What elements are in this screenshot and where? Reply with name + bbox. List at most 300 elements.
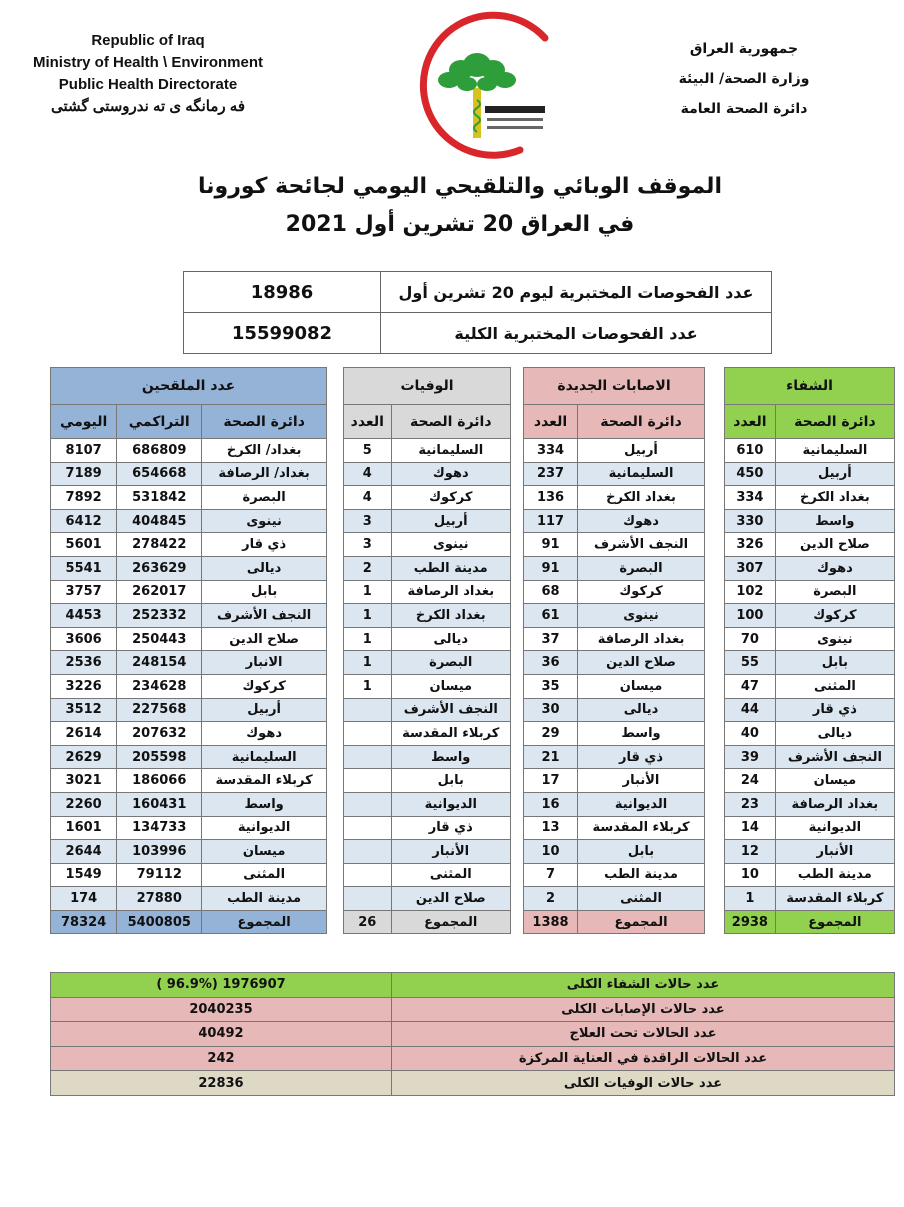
vaccinated-dept-cell: دهوك [202,722,327,746]
recovery-count-cell: 24 [725,769,776,793]
vaccinated-daily-cell: 2614 [51,722,117,746]
vaccinated-dept-cell: السليمانية [202,745,327,769]
cases-row [524,698,705,722]
vaccinated-title: عدد الملقحين [51,368,327,405]
lab-tests-table [183,271,772,354]
cases-row [524,722,705,746]
recovery-row [725,745,895,769]
recovery-count-cell: 47 [725,674,776,698]
deaths-count-cell [344,769,392,793]
deaths-dept-cell: كركوك [391,486,510,510]
deaths-col-dept: دائرة الصحة [391,405,510,439]
vaccinated-daily-cell: 2644 [51,840,117,864]
vaccinated-col-dept: دائرة الصحة [202,405,327,439]
vaccinated-cumulative-cell: 79112 [117,863,202,887]
vaccinated-row [51,674,327,698]
cases-count-cell: 91 [524,556,578,580]
vaccinated-total-daily: 78324 [51,910,117,934]
vaccinated-daily-cell: 3757 [51,580,117,604]
cases-count-cell: 29 [524,722,578,746]
recovery-dept-cell: النجف الأشرف [775,745,894,769]
deaths-dept-cell: أربيل [391,509,510,533]
header-english [8,30,288,118]
deaths-count-cell: 3 [344,509,392,533]
deaths-row [344,462,511,486]
header-en-directorate: Public Health Directorate [58,76,238,93]
deaths-row [344,627,511,651]
cases-title: الاصابات الجديدة [524,368,705,405]
vaccinated-row [51,651,327,675]
vaccinated-dept-cell: الديوانية [202,816,327,840]
report-title [150,168,770,244]
cases-total-label: المجموع [578,910,705,934]
deaths-row [344,840,511,864]
deaths-row [344,698,511,722]
vaccinated-cumulative-cell: 103996 [117,840,202,864]
vaccinated-cumulative-cell: 531842 [117,486,202,510]
cases-dept-cell: ذي قار [578,745,705,769]
header-ar-republic: جمهورية العراق [689,41,799,57]
cases-row [524,462,705,486]
vaccinated-daily-cell: 8107 [51,439,117,463]
summary-row [51,1071,895,1096]
vaccinated-daily-cell: 2536 [51,651,117,675]
deaths-row [344,722,511,746]
recovery-row [725,439,895,463]
recovery-row [725,863,895,887]
deaths-row [344,792,511,816]
summary-value [51,1046,392,1071]
vaccinated-table [50,367,327,934]
cases-count-cell: 16 [524,792,578,816]
vaccinated-cumulative-cell: 250443 [117,627,202,651]
vaccinated-cumulative-cell: 27880 [117,887,202,911]
recovery-dept-cell: دهوك [775,556,894,580]
vaccinated-daily-cell: 7892 [51,486,117,510]
cases-col-count: العدد [524,405,578,439]
ministry-logo [395,10,565,160]
vaccinated-row [51,627,327,651]
recovery-row [725,509,895,533]
cases-count-cell: 136 [524,486,578,510]
vaccinated-dept-cell: بغداد/ الرصافة [202,462,327,486]
vaccinated-cumulative-cell: 160431 [117,792,202,816]
vaccinated-dept-cell: النجف الأشرف [202,604,327,628]
recovery-row [725,840,895,864]
cases-count-cell: 35 [524,674,578,698]
summary-label: عدد الحالات تحت العلاج [392,1022,895,1047]
recovery-row [725,627,895,651]
deaths-row [344,745,511,769]
vaccinated-col-cumulative: التراكمي [117,405,202,439]
deaths-count-cell [344,792,392,816]
cases-row [524,840,705,864]
cases-count-cell: 68 [524,580,578,604]
vaccinated-row [51,698,327,722]
summary-table [50,972,895,1096]
recovery-row [725,556,895,580]
vaccinated-dept-cell: المثنى [202,863,327,887]
vaccinated-cumulative-cell: 263629 [117,556,202,580]
recovery-row [725,533,895,557]
recovery-dept-cell: المثنى [775,674,894,698]
vaccinated-daily-cell: 6412 [51,509,117,533]
cases-row [524,533,705,557]
recovery-count-cell: 10 [725,863,776,887]
vaccinated-daily-cell: 2629 [51,745,117,769]
vaccinated-dept-cell: ديالى [202,556,327,580]
cases-row [524,509,705,533]
deaths-count-cell [344,863,392,887]
vaccinated-row [51,863,327,887]
recovery-count-cell: 12 [725,840,776,864]
summary-label: عدد حالات الشفاء الكلى [392,973,895,998]
cases-row [524,651,705,675]
deaths-count-cell [344,722,392,746]
recovery-row [725,462,895,486]
vaccinated-dept-cell: ذي قار [202,533,327,557]
deaths-title: الوفيات [344,368,511,405]
summary-row [51,997,895,1022]
cases-dept-cell: مدينة الطب [578,863,705,887]
deaths-total-value: 26 [344,910,392,934]
vaccinated-daily-cell: 3021 [51,769,117,793]
recovery-dept-cell: أربيل [775,462,894,486]
deaths-dept-cell: بغداد الرصافة [391,580,510,604]
recovery-dept-cell: كركوك [775,604,894,628]
deaths-count-cell: 3 [344,533,392,557]
deaths-row [344,533,511,557]
cases-dept-cell: السليمانية [578,462,705,486]
summary-row [51,973,895,998]
tests-daily-row [184,272,772,313]
recovery-row [725,887,895,911]
deaths-dept-cell: السليمانية [391,439,510,463]
vaccinated-daily-cell: 5541 [51,556,117,580]
vaccinated-row [51,533,327,557]
recovery-count-cell: 55 [725,651,776,675]
recovery-col-dept: دائرة الصحة [775,405,894,439]
cases-count-cell: 237 [524,462,578,486]
deaths-row [344,769,511,793]
tests-daily-label: عدد الفحوصات المختبرية ليوم 20 تشرين أول [381,272,772,313]
recovery-row [725,698,895,722]
deaths-row [344,580,511,604]
vaccinated-dept-cell: كربلاء المقدسة [202,769,327,793]
recovery-count-cell: 44 [725,698,776,722]
deaths-row [344,486,511,510]
deaths-row [344,439,511,463]
cases-dept-cell: المثنى [578,887,705,911]
deaths-dept-cell: دهوك [391,462,510,486]
cases-dept-cell: البصرة [578,556,705,580]
recovery-dept-cell: بغداد الرصافة [775,792,894,816]
cases-count-cell: 17 [524,769,578,793]
tests-total-row [184,313,772,354]
vaccinated-row [51,840,327,864]
vaccinated-daily-cell: 3226 [51,674,117,698]
header-ar-ministry: وزارة الصحة/ البيئة [678,71,810,87]
recovery-count-cell: 326 [725,533,776,557]
deaths-dept-cell: الأنبار [391,840,510,864]
cases-row [524,863,705,887]
report-title-line1: الموقف الوبائي والتلقيحي اليومي لجائحة كورونا [198,174,722,199]
cases-row [524,792,705,816]
summary-value [51,1071,392,1096]
vaccinated-row [51,439,327,463]
recovery-total-label: المجموع [775,910,894,934]
cases-dept-cell: بابل [578,840,705,864]
deaths-row [344,816,511,840]
deaths-row [344,509,511,533]
cases-count-cell: 21 [524,745,578,769]
vaccinated-dept-cell: كركوك [202,674,327,698]
vaccinated-row [51,769,327,793]
deaths-count-cell: 2 [344,556,392,580]
recovery-dept-cell: كربلاء المقدسة [775,887,894,911]
cases-count-cell: 37 [524,627,578,651]
cases-row [524,556,705,580]
deaths-count-cell: 1 [344,651,392,675]
vaccinated-row [51,722,327,746]
cases-total-value: 1388 [524,910,578,934]
vaccinated-row [51,745,327,769]
deaths-dept-cell: بغداد الكرخ [391,604,510,628]
cases-dept-cell: كربلاء المقدسة [578,816,705,840]
recovery-dept-cell: صلاح الدين [775,533,894,557]
cases-count-cell: 10 [524,840,578,864]
tests-total-value: 15599082 [184,313,381,354]
cases-dept-cell: صلاح الدين [578,651,705,675]
vaccinated-dept-cell: ميسان [202,840,327,864]
recovery-count-cell: 14 [725,816,776,840]
cases-row [524,769,705,793]
recovery-row [725,792,895,816]
vaccinated-cumulative-cell: 262017 [117,580,202,604]
cases-dept-cell: كركوك [578,580,705,604]
cases-dept-cell: الأنبار [578,769,705,793]
ministry-logo-icon [395,10,565,160]
cases-count-cell: 7 [524,863,578,887]
vaccinated-row [51,462,327,486]
recovery-total-value: 2938 [725,910,776,934]
recovery-col-count: العدد [725,405,776,439]
recovery-dept-cell: الأنبار [775,840,894,864]
vaccinated-daily-cell: 3606 [51,627,117,651]
vaccinated-daily-cell: 1549 [51,863,117,887]
vaccinated-cumulative-cell: 227568 [117,698,202,722]
vaccinated-dept-cell: البصرة [202,486,327,510]
cases-count-cell: 13 [524,816,578,840]
recovery-count-cell: 23 [725,792,776,816]
deaths-dept-cell: المثنى [391,863,510,887]
deaths-row [344,887,511,911]
summary-row [51,1046,895,1071]
recovery-dept-cell: واسط [775,509,894,533]
cases-dept-cell: نينوى [578,604,705,628]
deaths-col-count: العدد [344,405,392,439]
cases-dept-cell: بغداد الكرخ [578,486,705,510]
header-en-ministry: Ministry of Health \ Environment [32,54,264,71]
header-arabic [644,34,844,124]
deaths-count-cell: 4 [344,462,392,486]
cases-dept-cell: أربيل [578,439,705,463]
recovery-count-cell: 330 [725,509,776,533]
vaccinated-total-cumulative: 5400805 [117,910,202,934]
deaths-table [343,367,511,934]
deaths-count-cell: 1 [344,674,392,698]
vaccinated-cumulative-cell: 186066 [117,769,202,793]
cases-dept-cell: بغداد الرصافة [578,627,705,651]
vaccinated-cumulative-cell: 252332 [117,604,202,628]
vaccinated-cumulative-cell: 248154 [117,651,202,675]
summary-row [51,1022,895,1047]
vaccinated-dept-cell: بغداد/ الكرخ [202,439,327,463]
vaccinated-daily-cell: 4453 [51,604,117,628]
cases-dept-cell: ديالى [578,698,705,722]
cases-count-cell: 30 [524,698,578,722]
deaths-dept-cell: بابل [391,769,510,793]
deaths-dept-cell: نينوى [391,533,510,557]
recovery-row [725,674,895,698]
vaccinated-cumulative-cell: 205598 [117,745,202,769]
cases-row [524,745,705,769]
vaccinated-dept-cell: بابل [202,580,327,604]
recovery-count-cell: 39 [725,745,776,769]
deaths-count-cell: 4 [344,486,392,510]
new-cases-table [523,367,705,934]
recovery-dept-cell: الديوانية [775,816,894,840]
recovery-count-cell: 102 [725,580,776,604]
recovery-row [725,722,895,746]
vaccinated-row [51,792,327,816]
summary-value [51,973,392,998]
vaccinated-dept-cell: نينوى [202,509,327,533]
header-en-republic: Republic of Iraq [91,32,205,49]
deaths-count-cell: 1 [344,580,392,604]
summary-value [51,997,392,1022]
vaccinated-row [51,486,327,510]
deaths-count-cell [344,816,392,840]
vaccinated-col-daily: اليومي [51,405,117,439]
summary-label: عدد حالات الإصابات الكلى [392,997,895,1022]
recovery-count-cell: 334 [725,486,776,510]
summary-label: عدد حالات الوفيات الكلى [392,1071,895,1096]
recovery-row [725,604,895,628]
vaccinated-dept-cell: صلاح الدين [202,627,327,651]
deaths-count-cell: 1 [344,627,392,651]
summary-value-text: 2040235 [189,1001,253,1017]
deaths-count-cell: 5 [344,439,392,463]
summary-value-text: 22836 [198,1075,244,1091]
summary-value-text: 40492 [198,1026,244,1042]
deaths-count-cell [344,840,392,864]
vaccinated-cumulative-cell: 234628 [117,674,202,698]
vaccinated-daily-cell: 7189 [51,462,117,486]
cases-row [524,580,705,604]
vaccinated-daily-cell: 3512 [51,698,117,722]
deaths-dept-cell: ديالى [391,627,510,651]
deaths-count-cell [344,745,392,769]
deaths-total-label: المجموع [391,910,510,934]
recovery-title: الشفاء [725,368,895,405]
recovery-dept-cell: بغداد الكرخ [775,486,894,510]
cases-count-cell: 117 [524,509,578,533]
deaths-count-cell [344,698,392,722]
cases-dept-cell: ميسان [578,674,705,698]
cases-count-cell: 91 [524,533,578,557]
deaths-count-cell: 1 [344,604,392,628]
recovery-dept-cell: ميسان [775,769,894,793]
recovery-count-cell: 450 [725,462,776,486]
summary-value-text: ( 96.9%) 1976907 [156,977,286,993]
cases-dept-cell: دهوك [578,509,705,533]
vaccinated-row [51,604,327,628]
cases-dept-cell: واسط [578,722,705,746]
deaths-dept-cell: النجف الأشرف [391,698,510,722]
recovery-row [725,769,895,793]
vaccinated-cumulative-cell: 404845 [117,509,202,533]
vaccinated-dept-cell: مدينة الطب [202,887,327,911]
vaccinated-daily-cell: 2260 [51,792,117,816]
report-title-line2: في العراق 20 تشرين أول 2021 [285,212,635,237]
recovery-row [725,816,895,840]
recovery-count-cell: 610 [725,439,776,463]
deaths-row [344,651,511,675]
deaths-dept-cell: واسط [391,745,510,769]
summary-label: عدد الحالات الراقدة في العناية المركزة [392,1046,895,1071]
cases-row [524,439,705,463]
deaths-row [344,556,511,580]
cases-row [524,604,705,628]
recovery-count-cell: 307 [725,556,776,580]
recovery-dept-cell: مدينة الطب [775,863,894,887]
recovery-table [724,367,895,934]
recovery-dept-cell: نينوى [775,627,894,651]
deaths-dept-cell: صلاح الدين [391,887,510,911]
recovery-dept-cell: السليمانية [775,439,894,463]
deaths-row [344,674,511,698]
recovery-dept-cell: بابل [775,651,894,675]
recovery-count-cell: 40 [725,722,776,746]
vaccinated-total-label: المجموع [202,910,327,934]
recovery-row [725,580,895,604]
recovery-count-cell: 100 [725,604,776,628]
cases-row [524,486,705,510]
vaccinated-row [51,509,327,533]
vaccinated-dept-cell: أربيل [202,698,327,722]
deaths-row [344,863,511,887]
summary-value-text: 242 [207,1051,235,1067]
deaths-dept-cell: مدينة الطب [391,556,510,580]
vaccinated-cumulative-cell: 278422 [117,533,202,557]
tests-daily-value: 18986 [184,272,381,313]
vaccinated-cumulative-cell: 134733 [117,816,202,840]
vaccinated-cumulative-cell: 654668 [117,462,202,486]
vaccinated-row [51,556,327,580]
cases-col-dept: دائرة الصحة [578,405,705,439]
cases-row [524,674,705,698]
deaths-dept-cell: الديوانية [391,792,510,816]
deaths-count-cell [344,887,392,911]
cases-count-cell: 2 [524,887,578,911]
header-kurdish-directorate: فه رمانگه ی ته ندروستی گشتی [50,98,246,115]
deaths-dept-cell: كربلاء المقدسة [391,722,510,746]
recovery-dept-cell: ديالى [775,722,894,746]
vaccinated-daily-cell: 174 [51,887,117,911]
deaths-row [344,604,511,628]
vaccinated-dept-cell: الانبار [202,651,327,675]
